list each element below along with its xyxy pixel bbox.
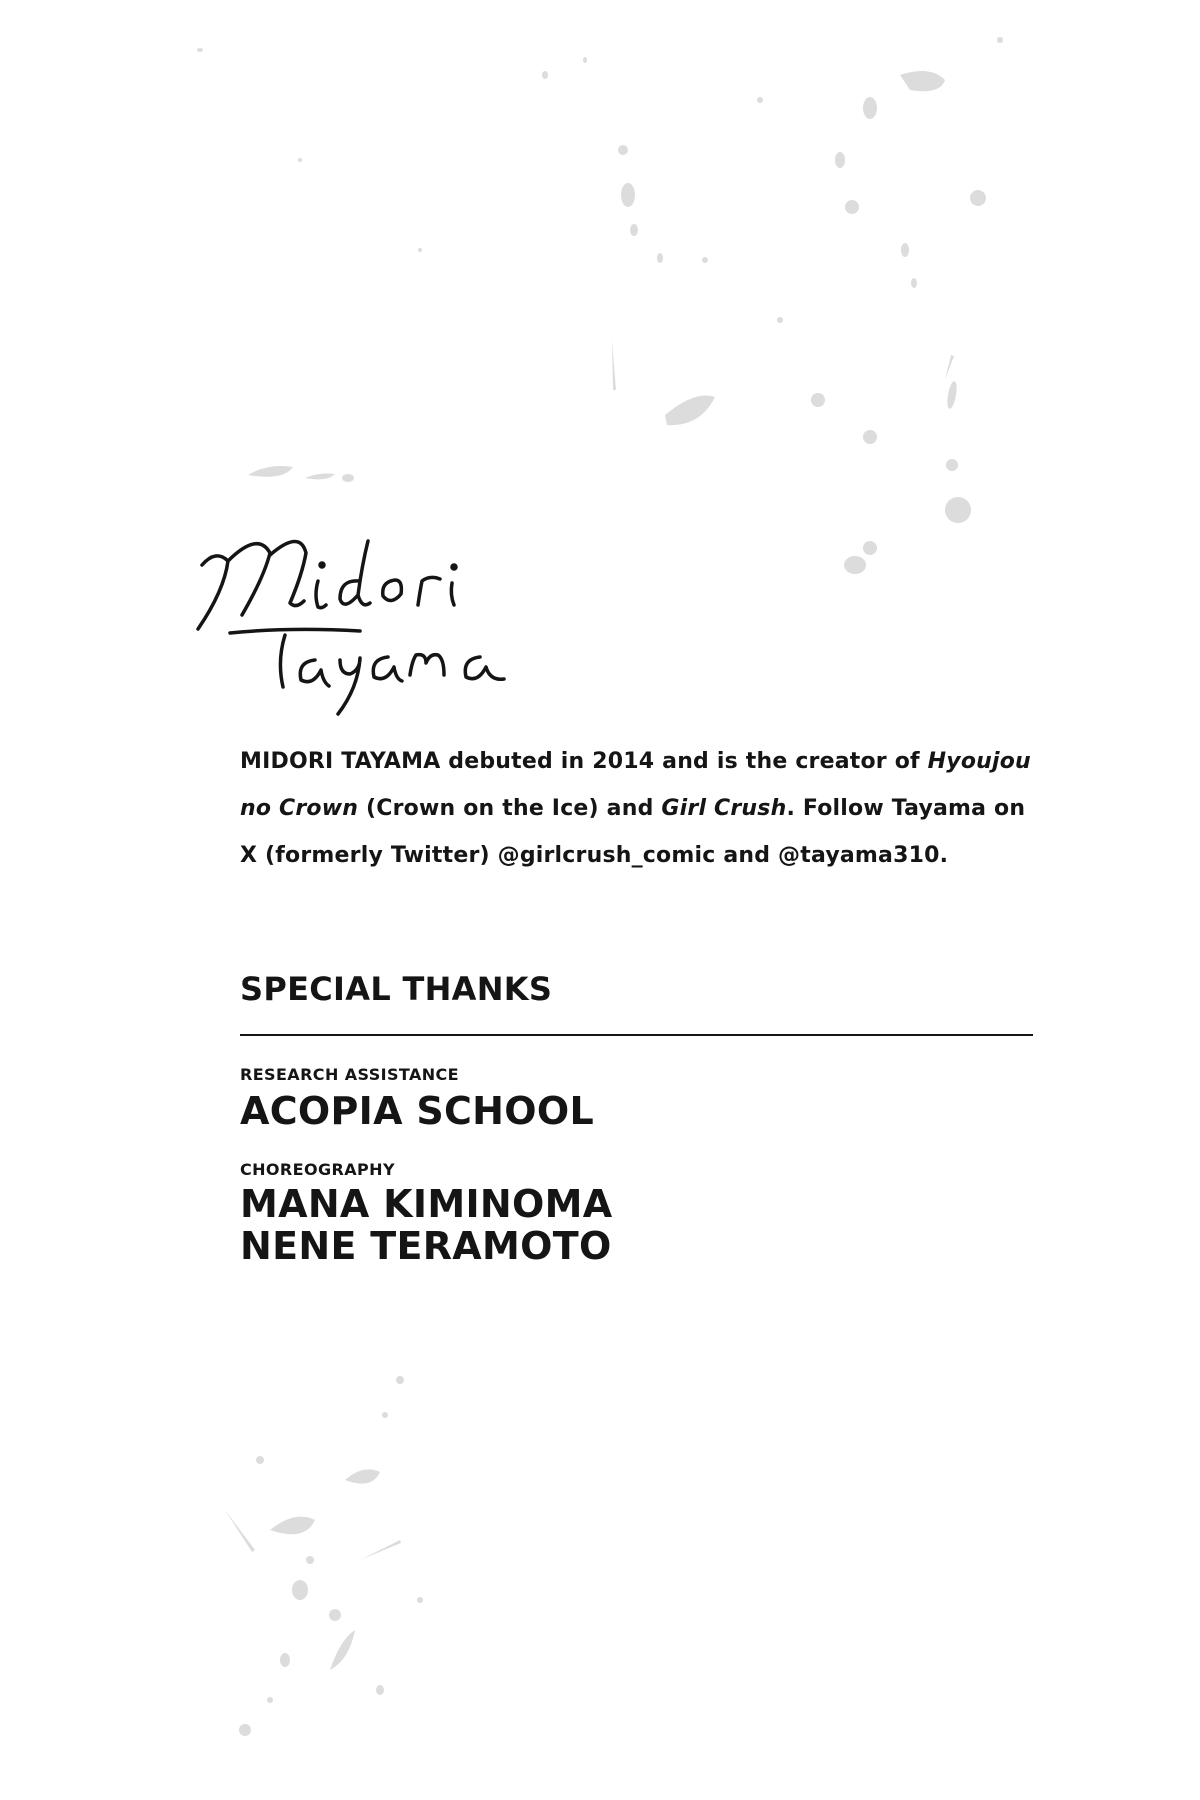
- special-thanks-heading: SPECIAL THANKS: [240, 970, 553, 1008]
- author-bio: [240, 738, 1040, 879]
- bio-text: (Crown on the Ice) and: [358, 796, 662, 821]
- bio-work-title: Hyoujou no Crown: [240, 749, 1031, 821]
- bio-text: MIDORI TAYAMA debuted in 2014 and is the creator of: [240, 749, 928, 774]
- bio-text: . Follow Tayama on X (formerly Twitter) @girlcrush_comic and @tayama310.: [240, 796, 1026, 868]
- credit-role-choreography: CHOREOGRAPHY: [240, 1160, 395, 1179]
- credit-role-research: RESEARCH ASSISTANCE: [240, 1065, 460, 1084]
- midori-tayama-signature: [190, 525, 560, 725]
- bio-work-title: Girl Crush: [661, 796, 787, 821]
- credit-name-choreography-2: NENE TERAMOTO: [240, 1224, 612, 1268]
- section-divider: [240, 1034, 1033, 1036]
- credit-name-research: ACOPIA SCHOOL: [240, 1089, 595, 1133]
- credit-name-choreography-1: MANA KIMINOMA: [240, 1182, 613, 1226]
